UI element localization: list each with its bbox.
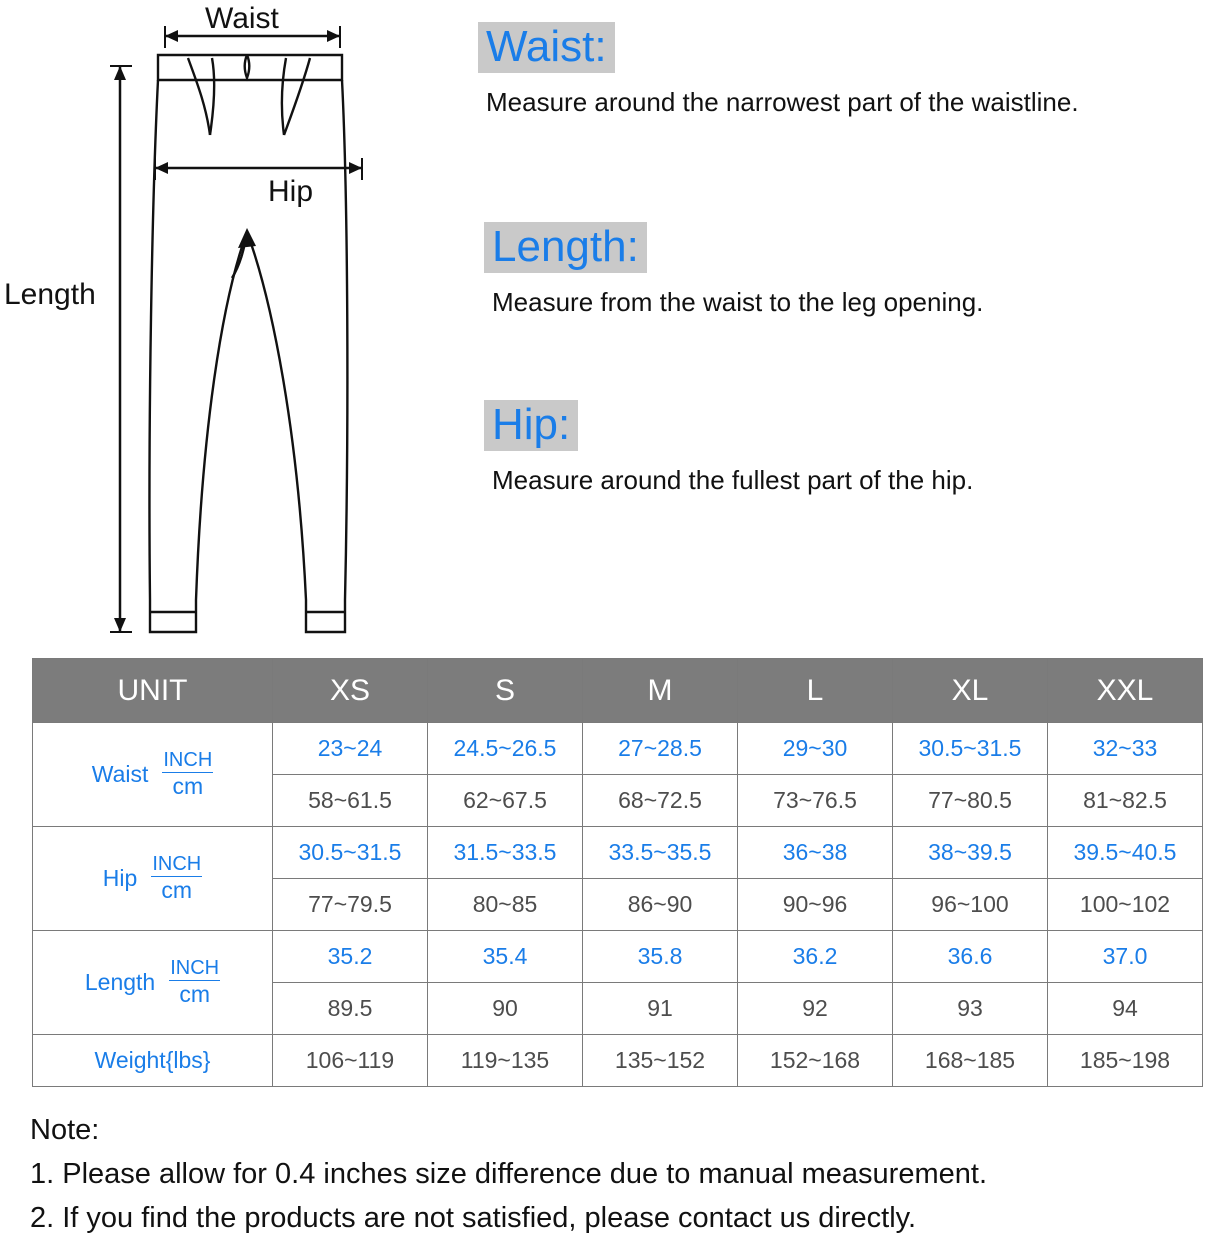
table-row [33,931,1203,983]
cell-waist-inch-xl: 30.5~31.5 [893,723,1048,775]
cell-length-inch-s: 35.4 [428,931,583,983]
note-line-1: 1. Please allow for 0.4 inches size difference due to manual measurement. [30,1158,987,1191]
instruction-text-waist: Measure around the narrowest part of the waistline. [486,87,1079,118]
hip-arrow-head-left [155,162,168,174]
header-unit: UNIT [33,659,273,723]
cell-hip-cm-xxl: 100~102 [1048,879,1203,931]
length-arrow-head-top [114,66,126,80]
cell-length-cm-s: 90 [428,983,583,1035]
unit-cm-label: cm [161,877,193,904]
cell-waist-cm-s: 62~67.5 [428,775,583,827]
cell-hip-cm-xl: 96~100 [893,879,1048,931]
header-l: L [738,659,893,723]
cell-length-cm-xxl: 94 [1048,983,1203,1035]
instruction-text-hip: Measure around the fullest part of the hip. [492,465,974,496]
row-label-length-text: Length [84,968,156,995]
cell-hip-cm-m: 86~90 [583,879,738,931]
pants-outline [149,55,347,632]
header-xl: XL [893,659,1048,723]
instruction-heading-length: Length: [484,222,647,273]
unit-cm-label: cm [179,981,211,1008]
note-line-2: 2. If you find the products are not satisfied, please contact us directly. [30,1202,917,1235]
instruction-block-length [484,222,983,318]
cell-length-inch-l: 36.2 [738,931,893,983]
cell-waist-cm-xxl: 81~82.5 [1048,775,1203,827]
header-xs: XS [273,659,428,723]
cell-waist-inch-l: 29~30 [738,723,893,775]
row-label-weight: Weight{lbs} [33,1035,273,1087]
cell-weight-xxl: 185~198 [1048,1035,1203,1087]
unit-stack-length [169,957,220,1008]
cell-hip-cm-l: 90~96 [738,879,893,931]
diagram-waist-label: Waist [205,2,279,35]
unit-inch-label: INCH [151,853,202,877]
cell-weight-s: 119~135 [428,1035,583,1087]
cell-weight-xs: 106~119 [273,1035,428,1087]
cell-length-cm-xl: 93 [893,983,1048,1035]
cell-weight-m: 135~152 [583,1035,738,1087]
cell-waist-cm-xs: 58~61.5 [273,775,428,827]
table-row [33,1035,1203,1087]
instruction-heading-waist: Waist: [478,22,615,73]
size-chart-table [32,658,1203,1087]
cell-length-inch-xxl: 37.0 [1048,931,1203,983]
length-arrow-head-bottom [114,618,126,632]
cell-length-inch-m: 35.8 [583,931,738,983]
cell-waist-cm-xl: 77~80.5 [893,775,1048,827]
unit-inch-label: INCH [169,957,220,981]
instruction-text-length: Measure from the waist to the leg opening. [492,287,984,318]
header-xxl: XXL [1048,659,1203,723]
cell-weight-l: 152~168 [738,1035,893,1087]
cell-waist-inch-xs: 23~24 [273,723,428,775]
table-row [33,827,1203,879]
cell-hip-inch-xs: 30.5~31.5 [273,827,428,879]
cell-hip-inch-m: 33.5~35.5 [583,827,738,879]
row-label-hip-text: Hip [102,864,138,891]
instruction-block-hip [484,400,973,496]
cell-waist-cm-l: 73~76.5 [738,775,893,827]
diagram-hip-label: Hip [268,175,314,208]
instruction-block-waist [478,22,1079,118]
row-label-length [33,931,273,1035]
cell-hip-inch-l: 36~38 [738,827,893,879]
header-s: S [428,659,583,723]
waist-arrow-head-right [327,30,340,42]
pants-measurement-diagram [0,0,430,645]
hip-pointer-arrow [238,228,256,248]
cell-weight-xl: 168~185 [893,1035,1048,1087]
row-label-hip [33,827,273,931]
cell-length-cm-l: 92 [738,983,893,1035]
unit-inch-label: INCH [162,749,213,773]
instruction-heading-hip: Hip: [484,400,578,451]
cell-hip-cm-xs: 77~79.5 [273,879,428,931]
cell-waist-cm-m: 68~72.5 [583,775,738,827]
header-m: M [583,659,738,723]
cell-hip-inch-xxl: 39.5~40.5 [1048,827,1203,879]
diagram-length-label: Length [4,278,96,311]
cell-length-inch-xs: 35.2 [273,931,428,983]
unit-cm-label: cm [172,773,204,800]
cell-hip-inch-s: 31.5~33.5 [428,827,583,879]
table-row [33,723,1203,775]
cell-waist-inch-m: 27~28.5 [583,723,738,775]
cell-length-cm-xs: 89.5 [273,983,428,1035]
note-section [30,1108,1220,1240]
waist-arrow-head-left [165,30,178,42]
cell-length-cm-m: 91 [583,983,738,1035]
note-title: Note: [30,1114,100,1146]
cell-waist-inch-s: 24.5~26.5 [428,723,583,775]
pants-illustration [0,0,430,645]
hip-arrow-head-right [349,162,362,174]
cell-hip-inch-xl: 38~39.5 [893,827,1048,879]
cell-waist-inch-xxl: 32~33 [1048,723,1203,775]
unit-stack-waist [162,749,213,800]
table-header-row [33,659,1203,723]
row-label-waist [33,723,273,827]
row-label-waist-text: Waist [91,760,149,787]
cell-hip-cm-s: 80~85 [428,879,583,931]
cell-length-inch-xl: 36.6 [893,931,1048,983]
unit-stack-hip [151,853,202,904]
